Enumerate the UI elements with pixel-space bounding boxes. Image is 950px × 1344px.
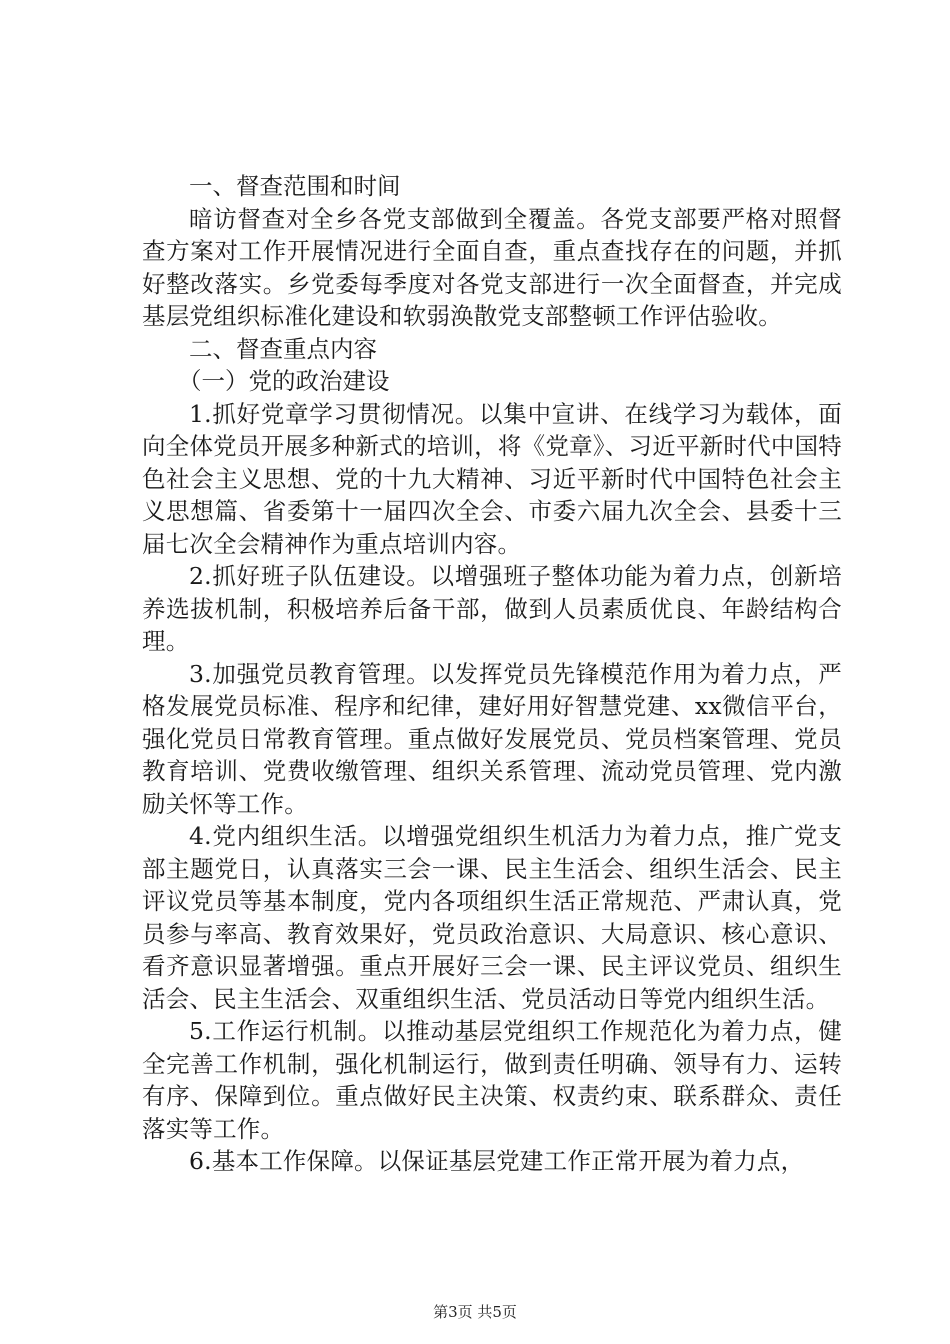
paragraph-scope: 暗访督查对全乡各党支部做到全覆盖。各党支部要严格对照督查方案对工作开展情况进行全面自查，重点查找存在的问题，并抓好整改落实。乡党委每季度对各党支部进行一次全面督查，并完成基层党组织标准化建设和软弱涣散党支部整顿工作评估验收。 — [142, 204, 842, 330]
section-heading-scope: 一、督查范围和时间 — [189, 172, 401, 200]
paragraph-item-6: 6.基本工作保障。以保证基层党建工作正常开展为着力点， — [189, 1147, 805, 1175]
paragraph-item-2: 2.抓好班子队伍建设。以增强班子整体功能为着力点，创新培养选拔机制，积极培养后备干部，做到人员素质优良、年龄结构合理。 — [142, 562, 842, 655]
document-body — [142, 170, 842, 1178]
page-number-footer: 第3页 共5页 — [433, 1303, 517, 1321]
paragraph-item-4: 4.党内组织生活。以增强党组织生机活力为着力点，推广党支部主题党日，认真落实三会一课、民主生活会、组织生活会、民主评议党员等基本制度，党内各项组织生活正常规范、严肃认真，党员参与率高、教育效果好，党员政治意识、大局意识、核心意识、看齐意识显著增强。重点开展好三会一课、民主评议党员、组织生活会、民主生活会、双重组织生活、党员活动日等党内组织生活。 — [142, 822, 842, 1013]
paragraph-item-5: 5.工作运行机制。以推动基层党组织工作规范化为着力点，健全完善工作机制，强化机制运行，做到责任明确、领导有力、运转有序、保障到位。重点做好民主决策、权责约束、联系群众、责任落实等工作。 — [142, 1017, 842, 1143]
paragraph-item-1: 1.抓好党章学习贯彻情况。以集中宣讲、在线学习为载体，面向全体党员开展多种新式的培训，将《党章》、习近平新时代中国特色社会主义思想、党的十九大精神、习近平新时代中国特色社会主义思想篇、省委第十一届四次全会、市委六届九次全会、县委十三届七次全会精神作为重点培训内容。 — [142, 399, 842, 558]
subsection-heading-political: （一）党的政治建设 — [178, 367, 390, 395]
paragraph-item-3: 3.加强党员教育管理。以发挥党员先锋模范作用为着力点，严格发展党员标准、程序和纪律，建好用好智慧党建、xx微信平台，强化党员日常教育管理。重点做好发展党员、党员档案管理、党员教育培训、党费收缴管理、组织关系管理、流动党员管理、党内激励关怀等工作。 — [142, 659, 842, 818]
section-heading-key-content: 二、督查重点内容 — [189, 334, 377, 363]
